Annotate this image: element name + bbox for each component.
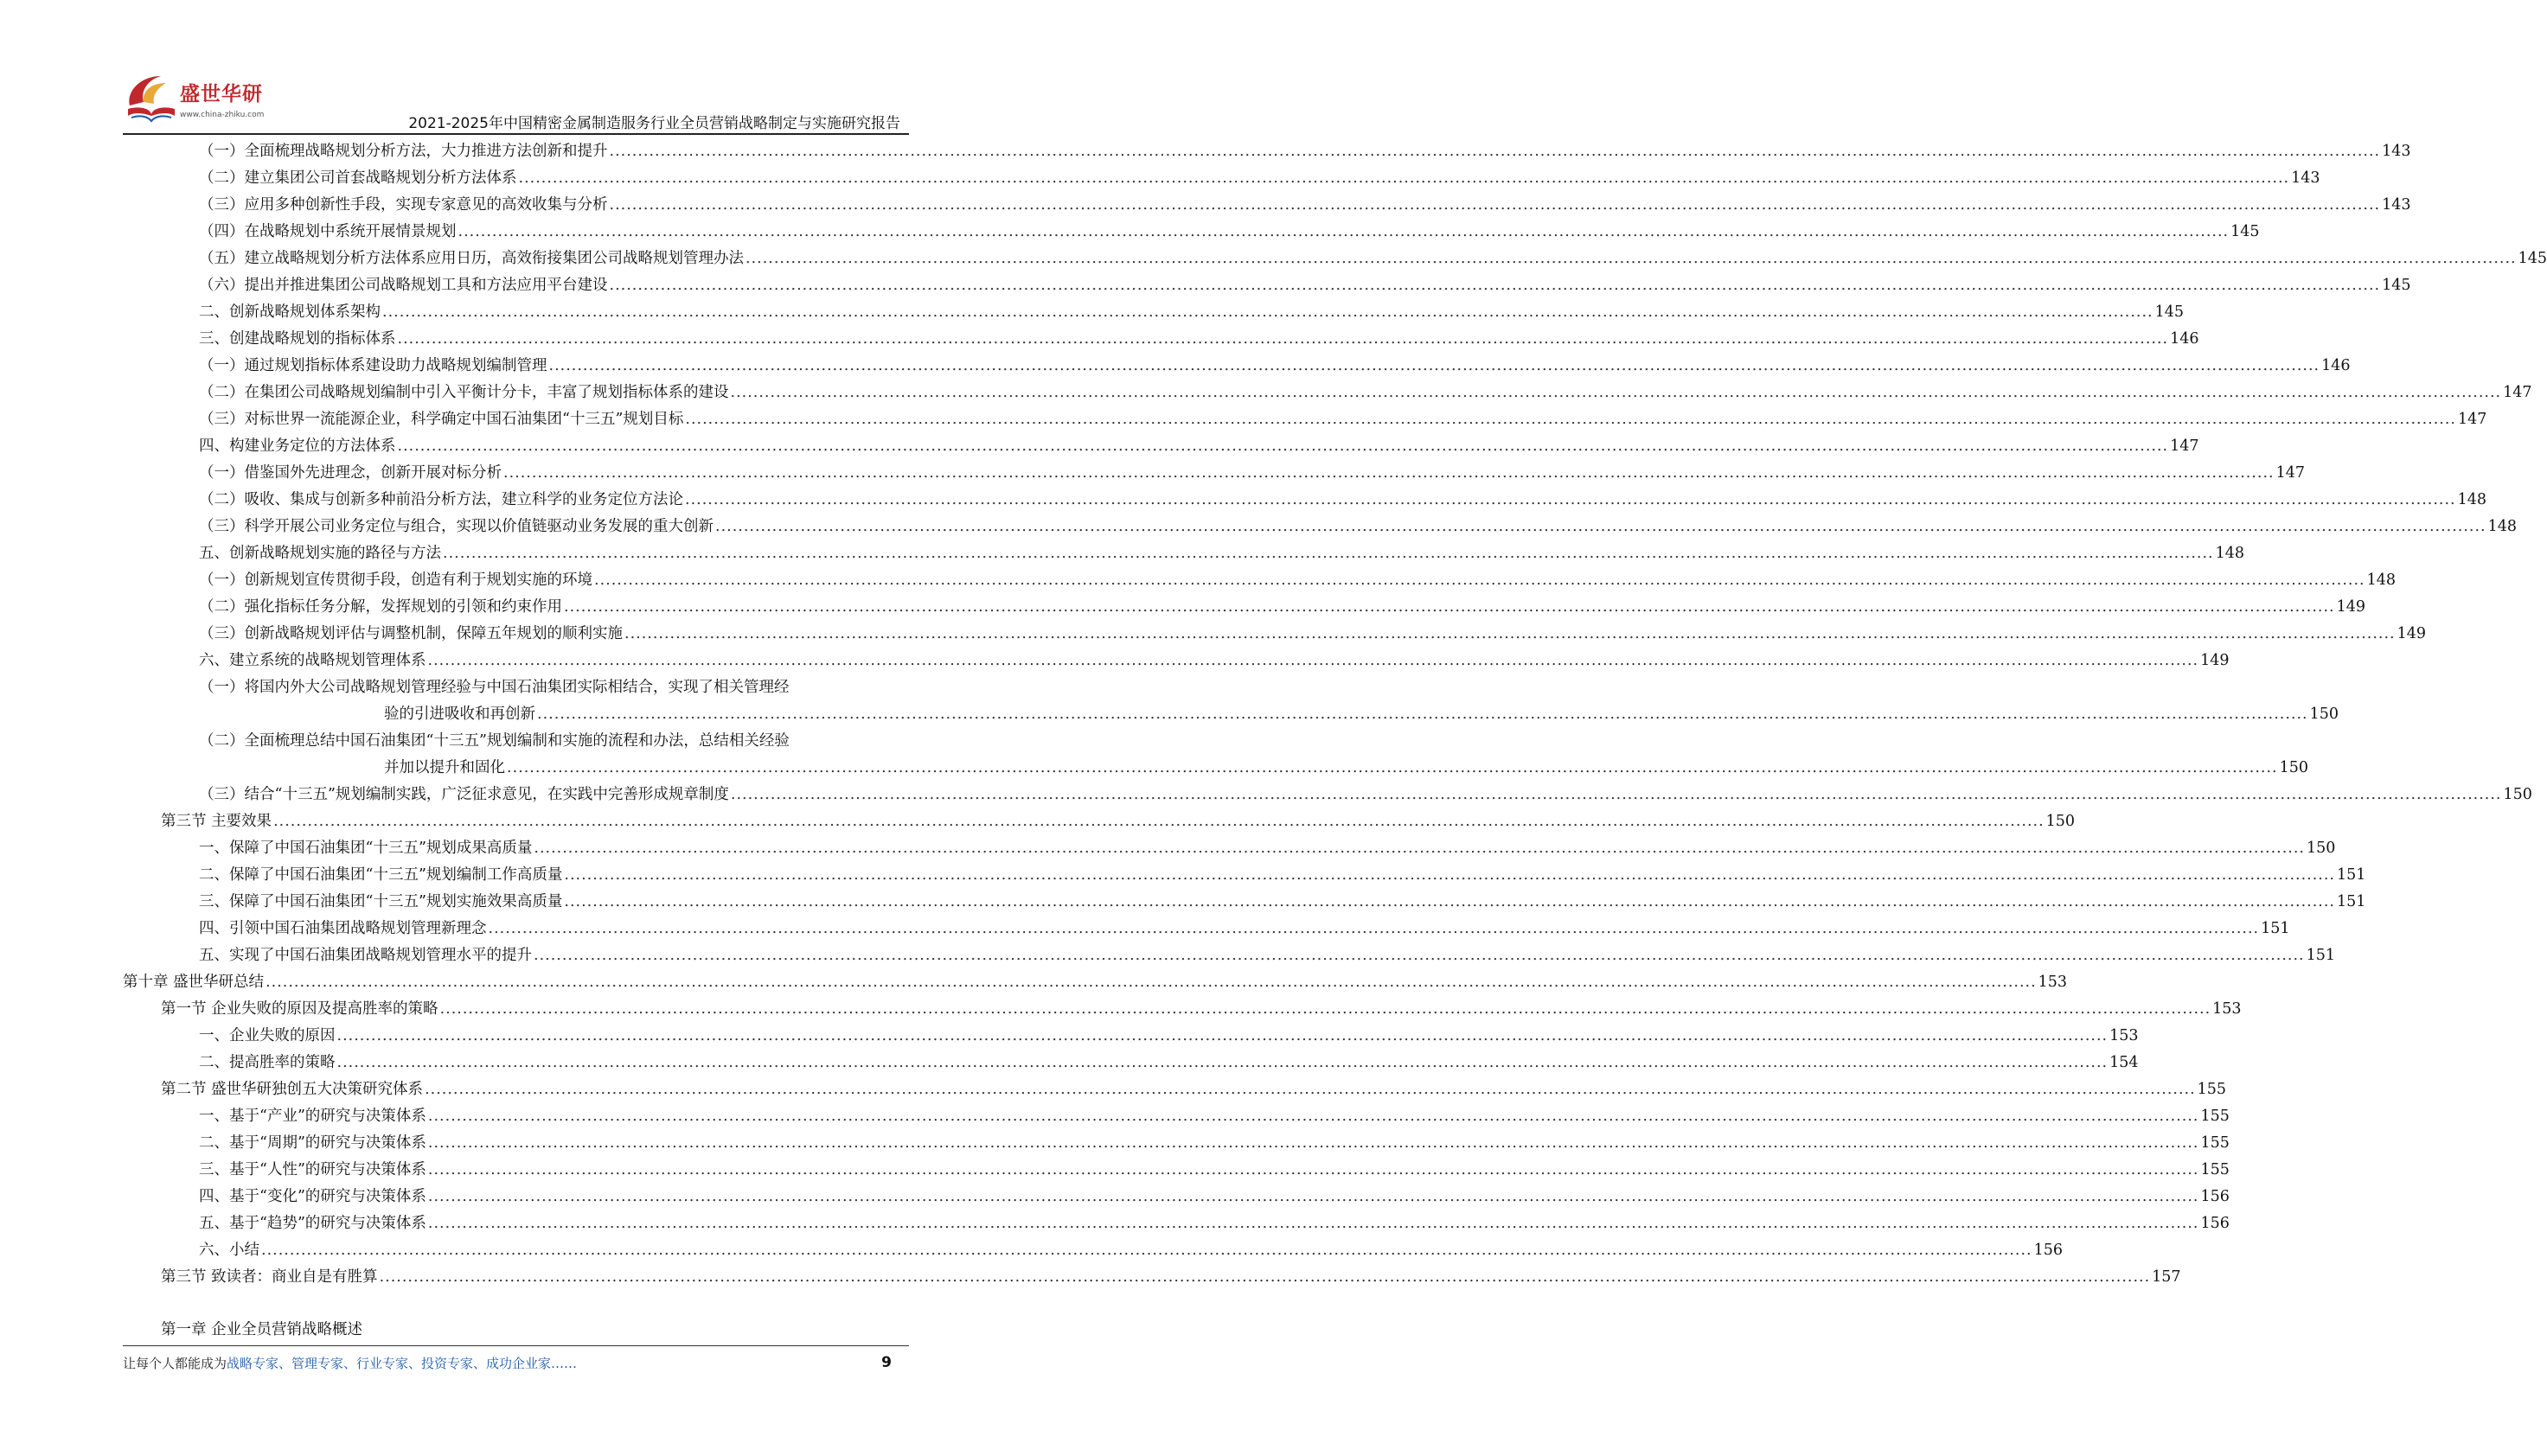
toc-entry[interactable] [0,594,2365,621]
toc-leader-dots [261,1237,2032,1264]
toc-entry[interactable] [0,353,2351,380]
toc-page-number: 148 [2487,518,2517,535]
toc-leader-dots [594,567,2365,594]
toc-entry-title: 五、基于“趋势”的研究与决策体系 [199,1215,426,1232]
toc-leader-dots [685,406,2456,433]
toc-page-number: 147 [2170,437,2199,455]
toc-leader-dots [380,1264,2151,1291]
toc-entry[interactable] [0,996,2242,1023]
toc-leader-dots [428,1103,2199,1130]
toc-entry-title: 二、创新战略规划体系架构 [199,303,381,321]
toc-leader-dots [443,540,2214,567]
toc-leader-dots [337,1023,2109,1050]
toc-entry-title: 六、建立系统的战略规划管理体系 [199,652,426,669]
toc-entry[interactable] [0,326,2199,353]
slogan-prefix: 让每个人都能成为 [123,1356,227,1371]
toc-page-number: 157 [2152,1268,2181,1286]
toc-entry-title: 四、构建业务定位的方法体系 [199,437,396,455]
toc-entry-title: （三）科学开展公司业务定位与组合，实现以价值链驱动业务发展的重大创新 [199,518,714,535]
toc-entry-title: （一）全面梳理战略规划分析方法，大力推进方法创新和提升 [199,143,608,160]
toc-page-number: 150 [2279,759,2308,776]
toc-entry-title: 四、基于“变化”的研究与决策体系 [199,1188,426,1205]
toc-leader-dots [428,1157,2199,1184]
toc-leader-dots [489,916,2260,942]
toc-entry-title: 一、企业失败的原因 [199,1027,336,1044]
toc-page-number: 156 [2200,1215,2230,1232]
toc-leader-dots [266,969,2037,996]
toc-page-number: 148 [2215,545,2244,562]
toc-page-number: 151 [2261,920,2290,937]
toc-leader-dots [428,648,2199,674]
toc-page-number: 150 [2045,813,2076,830]
toc-page-number: 154 [2109,1054,2139,1071]
toc-page-number: 146 [2170,330,2199,348]
toc-leader-dots [458,219,2230,246]
toc-page-number: 151 [2306,947,2335,964]
toc-entry-title: （二）在集团公司战略规划编制中引入平衡计分卡，丰富了规划指标体系的建设 [199,384,729,401]
toc-leader-dots [549,353,2320,380]
toc-entry-title: （二）强化指标任务分解，发挥规划的引领和约束作用 [199,598,562,616]
toc-entry[interactable] [0,621,2426,648]
toc-page-number: 155 [2200,1134,2230,1152]
toc-entry[interactable] [0,540,2244,567]
toc-entry-title-continued: 验的引进吸收和再创新 [384,706,535,723]
toc-entry[interactable] [0,1210,2230,1237]
toc-entry-title: （三）创新战略规划评估与调整机制，保障五年规划的顺利实施 [199,625,623,642]
toc-page-number: 150 [2309,706,2339,723]
toc-entry[interactable] [0,1130,2230,1157]
toc-entry[interactable] [0,942,2335,969]
toc-leader-dots [564,889,2335,916]
toc-entry-title: （五）建立战略规划分析方法体系应用日历，高效衔接集团公司战略规划管理办法 [199,250,744,267]
toc-entry-title: 三、创建战略规划的指标体系 [199,330,396,348]
toc-entry-title: 二、基于“周期”的研究与决策体系 [199,1134,426,1152]
toc-page-number: 155 [2200,1161,2230,1178]
company-logo [123,71,278,131]
toc-entry-title: （三）结合“十三五”规划编制实践，广泛征求意见，在实践中完善形成规章制度 [199,786,729,803]
toc-entry-title: （二）全面梳理总结中国石油集团“十三五”规划编制和实施的流程和办法，总结相关经验 [199,732,790,750]
toc-leader-dots [610,138,2381,165]
toc-leader-dots [428,1130,2199,1157]
footer-slogan [123,1354,577,1372]
toc-leader-dots [685,487,2456,514]
toc-leader-dots [624,621,2396,648]
toc-leader-dots [398,326,2169,353]
toc-entry[interactable] [0,808,2076,835]
toc-leader-dots [534,835,2305,862]
toc-entry-title: （四）在战略规划中系统开展情景规划 [199,223,457,240]
toc-entry[interactable] [0,835,2336,862]
toc-leader-dots [746,246,2517,272]
toc-leader-dots [564,862,2335,889]
toc-page-number: 150 [2503,786,2532,803]
toc-entry-title: 六、小结 [199,1242,259,1259]
toc-entry[interactable] [0,862,2366,889]
toc-entry-title: 五、创新战略规划实施的路径与方法 [199,545,441,562]
logo-url: www.china-zhiku.com [180,111,265,119]
header-divider [123,133,909,135]
toc-entry[interactable] [0,916,2290,942]
toc-page-number: 143 [2382,143,2411,160]
toc-leader-dots [507,755,2278,782]
toc-leader-dots [425,1076,2196,1103]
page-footer [123,1354,909,1380]
toc-entry-title: （二）建立集团公司首套战略规划分析方法体系 [199,169,517,187]
toc-leader-dots [440,996,2211,1023]
toc-entry-title: 第三节 主要效果 [161,813,272,830]
toc-entry[interactable] [0,1237,2063,1264]
toc-leader-dots [382,299,2153,326]
toc-page-number: 156 [2033,1242,2063,1259]
toc-entry[interactable] [0,1076,2227,1103]
toc-entry-title: 第二节 盛世华研独创五大决策研究体系 [161,1081,424,1098]
toc-entry[interactable] [0,728,2308,782]
toc-page-number: 153 [2038,974,2068,991]
toc-page-number: 151 [2336,893,2366,910]
toc-entry[interactable] [0,567,2396,594]
toc-entry-title: 一、基于“产业”的研究与决策体系 [199,1108,426,1125]
toc-entry[interactable] [0,433,2199,460]
toc-page-number: 147 [2457,411,2487,428]
toc-page-number: 147 [2503,384,2532,401]
toc-entry-title-continued: 并加以提升和固化 [384,759,505,776]
toc-entry[interactable] [0,889,2366,916]
toc-entry[interactable] [0,514,2517,540]
toc-page-number: 153 [2109,1027,2139,1044]
toc-entry[interactable] [0,138,2411,165]
toc-page-number: 149 [2336,598,2365,616]
toc-page-number: 147 [2275,464,2305,482]
toc-entry[interactable] [0,219,2260,246]
toc-leader-dots [564,594,2335,621]
page-header [0,0,1030,138]
next-chapter-heading: 第一章 企业全员营销战略概述 [161,1321,363,1338]
toc-entry-title: 三、保障了中国石油集团“十三五”规划实施效果高质量 [199,893,563,910]
toc-page-number: 145 [2230,223,2260,240]
toc-entry[interactable] [0,380,2532,406]
toc-page-number: 150 [2306,840,2336,857]
toc-leader-dots [537,701,2308,728]
toc-entry[interactable] [0,192,2411,219]
toc-page-number: 148 [2366,572,2396,589]
toc-entry-title: 二、保障了中国石油集团“十三五”规划编制工作高质量 [199,866,563,884]
toc-page-number: 148 [2457,491,2486,508]
toc-entry[interactable] [0,487,2486,514]
toc-page-number: 149 [2397,625,2426,642]
report-title: 2021-2025年中国精密金属制造服务行业全员营销战略制定与实施研究报告 [408,115,900,132]
toc-entry-title: 五、实现了中国石油集团战略规划管理水平的提升 [199,947,532,964]
toc-page-number: 155 [2200,1108,2230,1125]
toc-entry-title: （一）通过规划指标体系建设助力战略规划编制管理 [199,357,547,374]
toc-leader-dots [610,192,2381,219]
toc-page-number: 145 [2154,303,2184,321]
toc-entry[interactable] [0,1023,2139,1050]
toc-page-number: 143 [2291,169,2320,187]
page-number: 9 [881,1354,892,1371]
toc-entry-title: 一、保障了中国石油集团“十三五”规划成果高质量 [199,840,533,857]
toc-entry-title: （三）对标世界一流能源企业，科学确定中国石油集团“十三五”规划目标 [199,411,684,428]
toc-entry-title: （二）吸收、集成与创新多种前沿分析方法，建立科学的业务定位方法论 [199,491,683,508]
toc-page-number: 145 [2382,277,2411,294]
toc-entry[interactable] [0,299,2184,326]
toc-page-number: 149 [2200,652,2230,669]
toc-entry-title: 第三节 致读者：商业自是有胜算 [161,1268,378,1286]
toc-entry-title: 第十章 盛世华研总结 [123,974,265,991]
toc-entry-title: 第一节 企业失败的原因及提高胜率的策略 [161,1000,438,1018]
toc-leader-dots [273,808,2045,835]
toc-entry[interactable] [0,460,2305,487]
toc-entry[interactable] [0,674,2339,728]
toc-entry[interactable] [0,969,2068,996]
toc-leader-dots [731,380,2502,406]
toc-leader-dots [337,1050,2109,1076]
toc-leader-dots [715,514,2486,540]
toc-entry[interactable] [0,246,2547,272]
toc-page-number: 146 [2321,357,2351,374]
footer-divider [123,1345,909,1346]
table-of-contents [0,138,2547,1291]
toc-entry-title: （六）提出并推进集团公司战略规划工具和方法应用平台建设 [199,277,608,294]
toc-leader-dots [610,272,2381,299]
toc-entry[interactable] [0,648,2230,674]
toc-leader-dots [503,460,2275,487]
logo-emblem-icon [123,71,180,125]
toc-entry[interactable] [0,1264,2181,1291]
toc-page-number: 151 [2336,866,2366,884]
toc-entry[interactable] [0,1050,2139,1076]
toc-entry[interactable] [0,272,2411,299]
toc-leader-dots [731,782,2502,808]
toc-leader-dots [428,1184,2199,1210]
toc-entry[interactable] [0,782,2532,808]
toc-page-number: 156 [2200,1188,2230,1205]
toc-entry[interactable] [0,406,2487,433]
toc-leader-dots [428,1210,2199,1237]
toc-entry-title: （一）借鉴国外先进理念，创新开展对标分析 [199,464,502,482]
toc-leader-dots [519,165,2290,192]
toc-entry-title: （一）将国内外大公司战略规划管理经验与中国石油集团实际相结合，实现了相关管理经 [199,679,790,696]
toc-entry-title: （三）应用多种创新性手段，实现专家意见的高效收集与分析 [199,196,608,214]
toc-page-number: 145 [2518,250,2547,267]
toc-leader-dots [398,433,2169,460]
toc-page-number: 143 [2382,196,2411,214]
toc-entry-continuation [199,755,2308,782]
slogan-highlight: 战略专家、管理专家、行业专家、投资专家、成功企业家…… [227,1356,578,1371]
toc-page-number: 155 [2197,1081,2227,1098]
toc-entry-continuation [199,701,2339,728]
toc-entry[interactable] [0,1103,2230,1130]
toc-entry-title: 二、提高胜率的策略 [199,1054,336,1071]
toc-entry[interactable] [0,165,2320,192]
toc-page-number: 153 [2212,1000,2242,1018]
toc-entry[interactable] [0,1184,2230,1210]
toc-entry[interactable] [0,1157,2230,1184]
toc-entry-title: 四、引领中国石油集团战略规划管理新理念 [199,920,487,937]
toc-leader-dots [534,942,2305,969]
toc-entry-title: 三、基于“人性”的研究与决策体系 [199,1161,426,1178]
logo-brand-name: 盛世华研 [180,83,263,105]
toc-entry-title: （一）创新规划宣传贯彻手段，创造有利于规划实施的环境 [199,572,592,589]
